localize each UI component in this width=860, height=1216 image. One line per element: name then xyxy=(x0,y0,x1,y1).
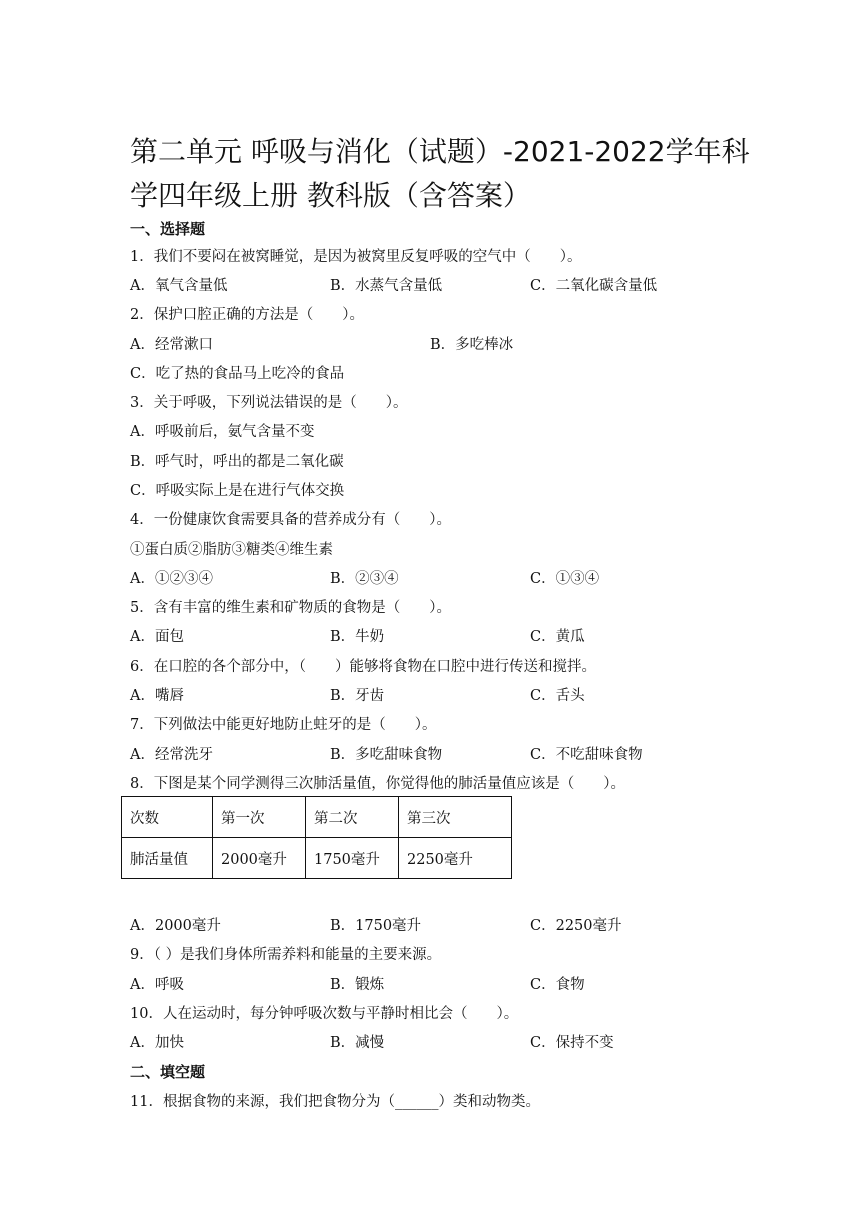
question-4: 4．一份健康饮食需要具备的营养成分有（ ）。 xyxy=(130,512,451,528)
q3-option-c[interactable]: C．呼吸实际上是在进行气体交换 xyxy=(130,483,345,499)
q10-option-c[interactable]: C．保持不变 xyxy=(530,1035,614,1051)
q8-option-b[interactable]: B．1750毫升 xyxy=(330,918,422,934)
question-1: 1．我们不要闷在被窝睡觉，是因为被窝里反复呼吸的空气中（ ）。 xyxy=(130,249,582,265)
q5-option-b[interactable]: B．牛奶 xyxy=(330,629,385,645)
table-cell: 次数 xyxy=(122,797,213,838)
table-header-row xyxy=(122,797,512,838)
q2-option-b[interactable]: B．多吃棒冰 xyxy=(430,337,514,353)
q1-option-a[interactable]: A．氧气含量低 xyxy=(130,278,228,294)
table-cell: 第一次 xyxy=(213,797,306,838)
q6-option-b[interactable]: B．牙齿 xyxy=(330,688,385,704)
question-9: 9．（ ）是我们身体所需养料和能量的主要来源。 xyxy=(130,947,442,963)
question-3: 3．关于呼吸，下列说法错误的是（ ）。 xyxy=(130,395,408,411)
q10-option-b[interactable]: B．减慢 xyxy=(330,1035,385,1051)
table-cell: 第三次 xyxy=(399,797,512,838)
q4-option-b[interactable]: B．②③④ xyxy=(330,571,399,587)
question-2: 2．保护口腔正确的方法是（ ）。 xyxy=(130,307,364,323)
q3-option-b[interactable]: B．呼气时，呼出的都是二氧化碳 xyxy=(130,454,344,470)
q10-option-a[interactable]: A．加快 xyxy=(130,1035,184,1051)
table-row xyxy=(122,838,512,879)
q5-option-a[interactable]: A．面包 xyxy=(130,629,184,645)
q1-option-b[interactable]: B．水蒸气含量低 xyxy=(330,278,443,294)
question-7: 7．下列做法中能更好地防止蛀牙的是（ ）。 xyxy=(130,717,437,733)
q9-option-c[interactable]: C．食物 xyxy=(530,977,585,993)
q9-option-a[interactable]: A．呼吸 xyxy=(130,977,184,993)
question-4-items: ①蛋白质②脂肪③糖类④维生素 xyxy=(130,542,333,558)
table-cell: 1750毫升 xyxy=(306,838,399,879)
question-11: 11．根据食物的来源，我们把食物分为（______）类和动物类。 xyxy=(130,1094,540,1110)
q6-option-c[interactable]: C．舌头 xyxy=(530,688,585,704)
table-cell: 2250毫升 xyxy=(399,838,512,879)
question-8: 8．下图是某个同学测得三次肺活量值，你觉得他的肺活量值应该是（ ）。 xyxy=(130,776,625,792)
q4-option-c[interactable]: C．①③④ xyxy=(530,571,600,587)
q7-option-a[interactable]: A．经常洗牙 xyxy=(130,747,213,763)
q5-option-c[interactable]: C．黄瓜 xyxy=(530,629,585,645)
q9-option-b[interactable]: B．锻炼 xyxy=(330,977,385,993)
lung-capacity-table xyxy=(121,796,512,879)
q1-option-c[interactable]: C．二氧化碳含量低 xyxy=(530,278,658,294)
question-6: 6．在口腔的各个部分中，（ ）能够将食物在口腔中进行传送和搅拌。 xyxy=(130,659,596,675)
question-5: 5．含有丰富的维生素和矿物质的食物是（ ）。 xyxy=(130,600,451,616)
document-title: 第二单元 呼吸与消化（试题）-2021-2022学年科学四年级上册 教科版（含答案） xyxy=(130,135,750,212)
q8-option-a[interactable]: A．2000毫升 xyxy=(130,918,221,934)
q4-option-a[interactable]: A．①②③④ xyxy=(130,571,213,587)
q7-option-b[interactable]: B．多吃甜味食物 xyxy=(330,747,443,763)
table-cell: 第二次 xyxy=(306,797,399,838)
question-10: 10．人在运动时，每分钟呼吸次数与平静时相比会（ ）。 xyxy=(130,1006,519,1022)
q8-option-c[interactable]: C．2250毫升 xyxy=(530,918,622,934)
table-cell: 肺活量值 xyxy=(122,838,213,879)
q7-option-c[interactable]: C．不吃甜味食物 xyxy=(530,747,643,763)
q2-option-c[interactable]: C．吃了热的食品马上吃冷的食品 xyxy=(130,366,345,382)
q2-option-a[interactable]: A．经常漱口 xyxy=(130,337,213,353)
section-heading-choice: 一、选择题 xyxy=(130,220,206,238)
q6-option-a[interactable]: A．嘴唇 xyxy=(130,688,184,704)
q3-option-a[interactable]: A．呼吸前后，氨气含量不变 xyxy=(130,424,315,440)
table-cell: 2000毫升 xyxy=(213,838,306,879)
section-heading-fill: 二、填空题 xyxy=(130,1063,206,1081)
